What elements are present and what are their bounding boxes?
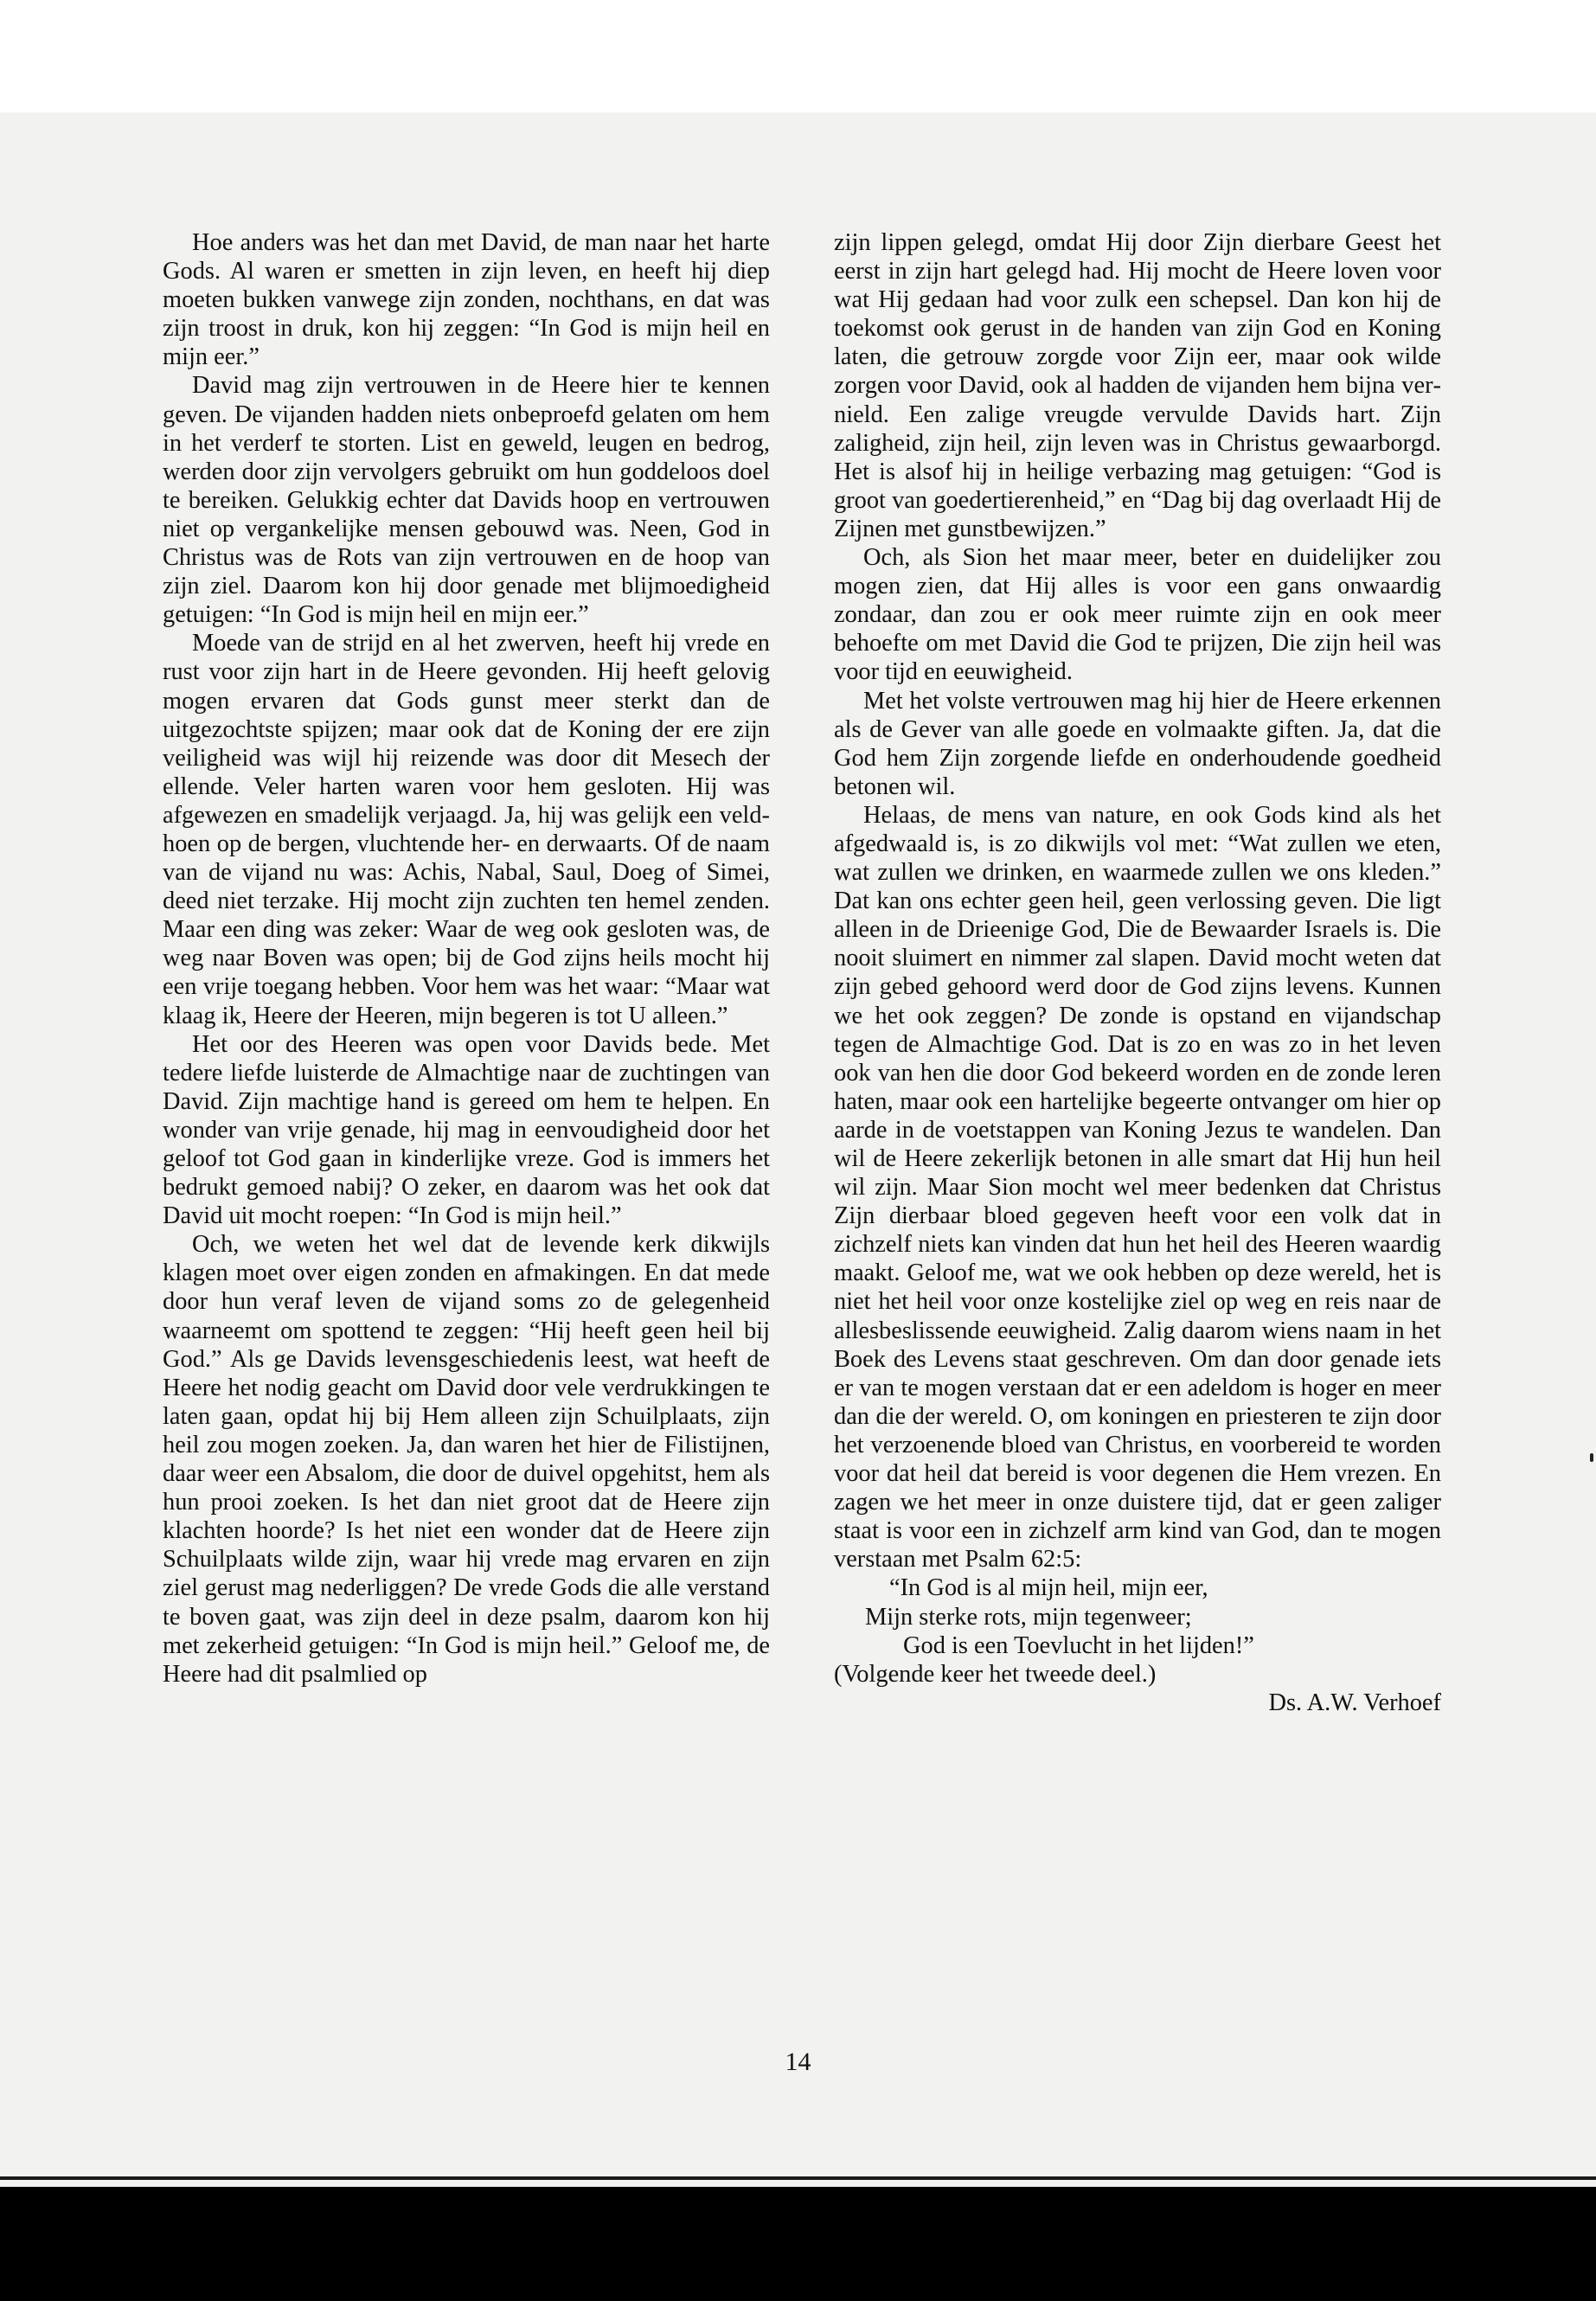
psalm-verse xyxy=(834,1574,1441,1659)
paragraph: Och, we weten het wel dat de levende kerk dikwijls klagen moet over eigen zonden en afmakingen. En dat mede door hun veraf leven de vijand soms zo de gelegenheid waarneemt om spottend te zeggen: “Hij heeft geen heil bij God.” Als ge Davids levensgeschiedenis leest, wat heeft de Heere het nodig geacht om David door vele verdrukkingen te laten gaan, opdat hij bij Hem alleen zijn Schuilplaats, zijn heil zou mogen zoeken. Ja, dan waren het hier de Filistijnen, daar weer een Absalom, die door de duivel opgehitst, hem als hun prooi zoeken. Is het dan niet groot dat de Heere zijn klachten hoorde? Is het niet een wonder dat de Heere zijn Schuilplaats wilde zijn, waar hij vrede mag ervaren en zijn ziel gerust mag nederliggen? De vrede Gods die alle verstand te boven gaat, was zijn deel in deze psalm, daarom kon hij met zekerheid getuigen: “In God is mijn heil.” Geloof me, de Heere had dit psalmlied op xyxy=(163,1231,770,1688)
verse-line: God is een Toevlucht in het lijden!” xyxy=(903,1631,1254,1659)
paragraph: Helaas, de mens van nature, en ook Gods kind als het afgedwaald is, is zo dikwijls vol met: “Wat zullen we eten, wat zullen we drinken, en waarmede zullen we ons kleden.” Dat kan ons echter geen heil, geen verlossing geven. Die ligt alleen in de Drieenige God, Die de Bewaarder Israels is. Die nooit sluimert en nimmer zal slapen. David mocht weten dat zijn gebed gehoord werd door de God zijns levens. Kunnen we het ook zeggen? De zonde is opstand en vijandschap tegen de Almachtige God. Dat is zo en was zo in het leven ook van hen die door God bekeerd worden en de zonde leren haten, maar ook een hartelijke begeerte ontvanger om hier op aarde in de voetstappen van Koning Jezus te wandelen. Dan wil de Heere zekerlijk betonen in alle smart dat Hij hun heil wil zijn. Maar Sion mocht wel meer bedenken dat Christus Zijn dierbaar bloed gegeven heeft voor een volk dat in zichzelf niets kan vinden dat hun het heil des Heeren waardig maakt. Geloof me, wat we ook hebben op deze wereld, het is niet het heil voor onze kostelijke ziel op weg en reis naar de allesbeslissende eeuwigheid. Zalig daarom wiens naam in het Boek des Levens staat geschreven. Om dan door genade iets er van te mogen verstaan dat er een adeldom is hoger en meer dan die der wereld. O, om koningen en priesteren te zijn door het verzoenende bloed van Christus, en voorbereid te worden voor dat heil dat bereid is voor degenen die Hem vrezen. En zagen we het meer in onze duistere tijd, dat er geen zaliger staat is voor een in zichzelf arm kind van God, dan te mogen verstaan met Psalm 62:5: xyxy=(834,801,1441,1574)
left-column xyxy=(163,228,770,1689)
continuation-note: (Volgende keer het tweede deel.) xyxy=(834,1660,1157,1688)
verse-line: “In God is al mijn heil, mijn eer, xyxy=(889,1574,1208,1602)
verse-line: Mijn sterke rots, mijn tegenweer; xyxy=(865,1603,1192,1631)
paragraph: Hoe anders was het dan met David, de man naar het harte Gods. Al waren er smetten in zijn leven, en heeft hij diep moeten bukken vanwege zijn zonden, nochthans, en dat was zijn troost in druk, kon hij zeggen: “In God is mijn heil en mijn eer.” xyxy=(163,229,770,371)
paragraph: David mag zijn vertrouwen in de Heere hier te kennen geven. De vijanden hadden niets onbeproefd gelaten om hem in het verderf te storten. List en geweld, leugen en bedrog, werden door zijn vervolgers gebruikt om hun goddeloos doel te bereiken. Gelukkig echter dat Davids hoop en vertrouwen niet op vergankelijke mensen gebouwd was. Neen, God in Christus was de Rots van zijn vertrouwen en de hoop van zijn ziel. Daarom kon hij door genade met blijmoedigheid getuigen: “In God is mijn heil en mijn eer.” xyxy=(163,372,770,629)
page-number: 14 xyxy=(785,2048,811,2076)
author-signature: Ds. A.W. Verhoef xyxy=(1268,1689,1441,1716)
paragraph: Och, als Sion het maar meer, beter en duidelijker zou mogen zien, dat Hij alles is voor een gans onwaardig zondaar, dan zou er ook meer ruimte zijn en ook meer behoefte om met David die God te prijzen, Die zijn heil was voor tijd en eeuwigheid. xyxy=(834,544,1441,686)
paragraph: Met het volste vertrouwen mag hij hier de Heere erkennen als de Gever van alle goede en volmaakte giften. Ja, dat die God hem Zijn zorgende liefde en onderhoudende goedheid betonen wil. xyxy=(834,687,1441,800)
right-column xyxy=(834,228,1441,1717)
margin-mark xyxy=(1590,1453,1593,1462)
paragraph: Het oor des Heeren was open voor Davids bede. Met tedere liefde luisterde de Almachtige naar de zuchtingen van David. Zijn machtige hand is gereed om hem te helpen. En wonder van vrije genade, hij mag in eenvoudigheid door het geloof tot God gaan in kinderlijke vreze. God is immers het bedrukt gemoed nabij? O zeker, en daarom was het ook dat David uit mocht roepen: “In God is mijn heil.” xyxy=(163,1030,770,1230)
paragraph: Moede van de strijd en al het zwerven, heeft hij vrede en rust voor zijn hart in de Heere gevonden. Hij heeft gelovig mogen ervaren dat Gods gunst meer sterkt dan de uitgezochtste spijzen; maar ook dat de Koning der ere zijn veiligheid was wijl hij reizende was door dit Mesech der ellende. Veler harten waren voor hem gesloten. Hij was afgewezen en smadelijk verjaagd. Ja, hij was gelijk een veldhoen op de bergen, vluchtende her- en derwaarts. Of de naam van de vijand nu was: Achis, Nabal, Saul, Doeg of Simei, deed niet terzake. Hij mocht zijn zuchten ten hemel zenden. Maar een ding was zeker: Waar de weg ook gesloten was, de weg naar Boven was open; bij de God zijns heils mocht hij een vrije toegang hebben. Voor hem was het waar: “Maar wat klaag ik, Heere der Heeren, mijn begeren is tot U alleen.” xyxy=(163,630,770,1029)
paragraph-continuation: zijn lippen gelegd, omdat Hij door Zijn dierbare Geest het eerst in zijn hart gelegd had. Hij mocht de Heere loven voor wat Hij gedaan had voor zulk een schepsel. Dan kon hij de toekomst ook gerust in de handen van zijn God en Koning laten, die getrouw zorgde voor Zijn eer, maar ook wilde zorgen voor David, ook al hadden de vijanden hem bijna vernield. Een zalige vreugde vervulde Davids hart. Zijn zaligheid, zijn heil, zijn leven was in Christus gewaarborgd. Het is alsof hij in heilige verbazing mag getuigen: “God is groot van goedertierenheid,” en “Dag bij dag overlaadt Hij de Zijnen met gunstbewijzen.” xyxy=(834,229,1441,542)
scan-edge-rule xyxy=(0,2176,1596,2180)
